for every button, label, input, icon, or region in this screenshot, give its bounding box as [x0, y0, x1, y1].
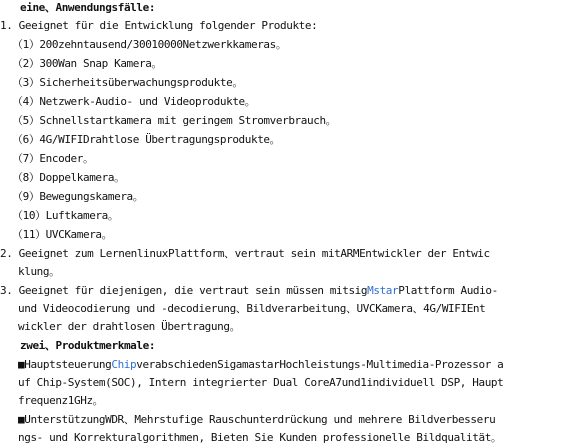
item-3-line-2: und Videocodierung und -decodierung、Bildverarbeitung、UVCKamera、4G/WIFIEnt — [18, 302, 486, 315]
product-item-2: （2）300Wan Snap Kamera。 — [12, 57, 163, 70]
product-item-11: （11）UVCKamera。 — [12, 228, 113, 241]
mstar-highlight: Mstar — [367, 284, 399, 297]
feature-1-text-b: verabschiedenSigamastarHochleistungs-Multimedia-Prozessor a — [136, 358, 504, 371]
product-item-1: （1）200zehntausend/30010000Netzwerkkameras。 — [12, 38, 287, 51]
item-3-text-b: Plattform Audio- — [398, 284, 498, 297]
item-3-line-3: wickler der drahtlosen Übertragung。 — [18, 320, 241, 333]
item-2-line-2: klung。 — [18, 265, 60, 278]
product-item-6: （6）4G/WIFIDrahtlose Übertragungsprodukte。 — [12, 133, 281, 146]
product-item-8: （8）Doppelkamera。 — [12, 171, 125, 184]
item-3-text-a: 3. Geeignet für diejenigen, die vertraut sein müssen mitsig — [0, 284, 368, 297]
item-2-line-1: 2. Geeignet zum LernenlinuxPlattform、vertraut sein mitARMEntwickler der Entwic — [0, 247, 490, 260]
feature-1-line-1 — [18, 358, 503, 372]
section-title-features: zwei、Produktmerkmale: — [20, 339, 156, 352]
feature-2-line-1: ■UnterstützungWDR、Mehrstufige Rauschunterdrückung und mehrere Bildverbesseru — [18, 413, 496, 426]
product-item-5: （5）Schnellstartkamera mit geringem Stromverbrauch。 — [12, 114, 337, 127]
section-title-applications: eine、Anwendungsfälle: — [20, 1, 156, 14]
product-item-3: （3）Sicherheitsüberwachungsprodukte。 — [12, 76, 243, 89]
product-item-7: （7）Encoder。 — [12, 152, 94, 165]
feature-1-line-3: frequenz1GHz。 — [18, 394, 104, 407]
chip-highlight: Chip — [111, 358, 137, 371]
product-item-4: （4）Netzwerk-Audio- und Videoprodukte。 — [12, 95, 256, 108]
feature-1-text-a: ■Hauptsteuerung — [18, 358, 112, 371]
feature-2-line-2: ngs- und Korrekturalgorithmen, Bieten Sie Kunden professionelle Bildqualität。 — [18, 431, 502, 444]
item-3-line-1 — [0, 284, 498, 298]
item-1-heading: 1. Geeignet für die Entwicklung folgender Produkte: — [0, 19, 318, 32]
feature-1-line-2: uf Chip-System(SOC), Intern integrierter Dual CoreA7und1individuell DSP, Haupt — [18, 376, 504, 389]
product-item-10: （10）Luftkamera。 — [12, 209, 119, 222]
product-item-9: （9）Bewegungskamera。 — [12, 190, 144, 203]
